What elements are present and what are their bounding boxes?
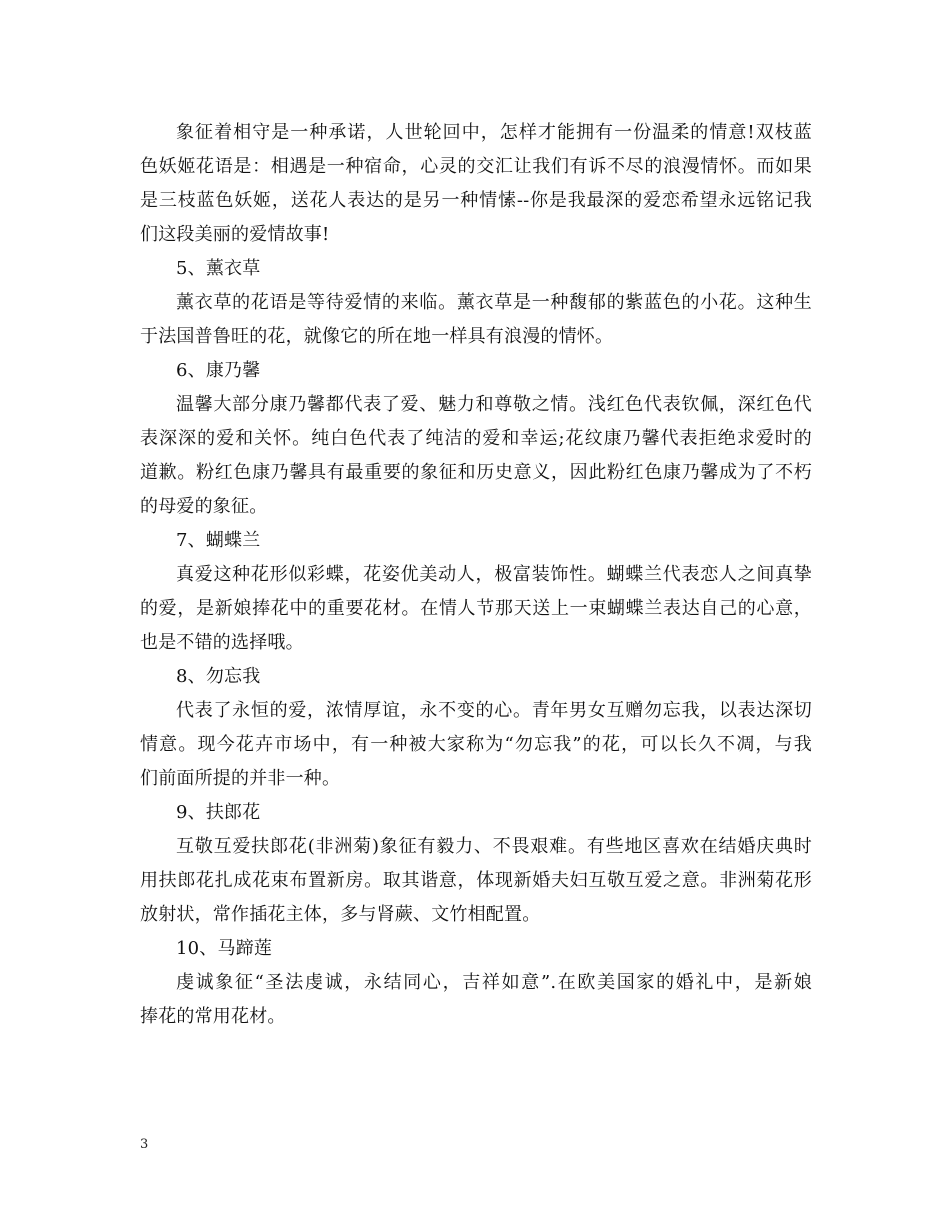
text-line: 互敬互爱扶郎花(非洲菊)象征有毅力、不畏艰难。有些地区喜欢在结婚庆典时 — [176, 836, 812, 857]
text-line: 色妖姬花语是：相遇是一种宿命，心灵的交汇让我们有诉不尽的浪漫情怀。而如果 — [140, 156, 812, 177]
text-line: 温馨大部分康乃馨都代表了爱、魅力和尊敬之情。浅红色代表钦佩，深红色代 — [176, 394, 812, 415]
text-line: 放射状，常作插花主体，多与肾蕨、文竹相配置。 — [140, 904, 541, 925]
text-line: 道歉。粉红色康乃馨具有最重要的象征和历史意义，因此粉红色康乃馨成为了不朽 — [140, 462, 812, 483]
section-heading-orchid: 7、蝴蝶兰 — [176, 530, 261, 551]
text-line: 捧花的常用花材。 — [140, 1006, 286, 1027]
text-line: 薰衣草的花语是等待爱情的来临。薰衣草是一种馥郁的紫蓝色的小花。这种生 — [176, 292, 812, 313]
section-heading-lavender: 5、薰衣草 — [176, 258, 261, 279]
section-heading-forget-me-not: 8、勿忘我 — [176, 666, 261, 687]
text-line: 代表了永恒的爱，浓情厚谊，永不变的心。青年男女互赠勿忘我，以表达深切 — [176, 700, 812, 721]
section-heading-calla-lily: 10、马蹄莲 — [176, 938, 273, 959]
document-body — [140, 116, 812, 1034]
section-heading-carnation: 6、康乃馨 — [176, 360, 261, 381]
page-number: 3 — [140, 1137, 149, 1152]
text-line: 虔诚象征“圣法虔诚，永结同心，吉祥如意”.在欧美国家的婚礼中，是新娘 — [176, 972, 812, 993]
text-line: 们前面所提的并非一种。 — [140, 768, 341, 789]
text-line: 的爱，是新娘捧花中的重要花材。在情人节那天送上一束蝴蝶兰表达自己的心意， — [140, 598, 812, 619]
text-line: 也是不错的选择哦。 — [140, 632, 304, 653]
text-line: 是三枝蓝色妖姬，送花人表达的是另一种情愫--你是我最深的爱恋希望永远铭记我 — [140, 190, 812, 211]
text-line: 于法国普鲁旺的花，就像它的所在地一样具有浪漫的情怀。 — [140, 326, 614, 347]
text-line: 们这段美丽的爱情故事! — [140, 224, 330, 245]
text-line: 用扶郎花扎成花束布置新房。取其谐意，体现新婚夫妇互敬互爱之意。非洲菊花形 — [140, 870, 812, 891]
text-line: 情意。现今花卉市场中，有一种被大家称为“勿忘我”的花，可以长久不凋，与我 — [140, 734, 812, 755]
text-line: 象征着相守是一种承诺，人世轮回中，怎样才能拥有一份温柔的情意!双枝蓝 — [176, 122, 812, 143]
text-line: 真爱这种花形似彩蝶，花姿优美动人，极富装饰性。蝴蝶兰代表恋人之间真挚 — [176, 564, 812, 585]
text-line: 的母爱的象征。 — [140, 496, 268, 517]
text-line: 表深深的爱和关怀。纯白色代表了纯洁的爱和幸运;花纹康乃馨代表拒绝求爱时的 — [140, 428, 812, 449]
section-heading-gerbera: 9、扶郎花 — [176, 802, 261, 823]
